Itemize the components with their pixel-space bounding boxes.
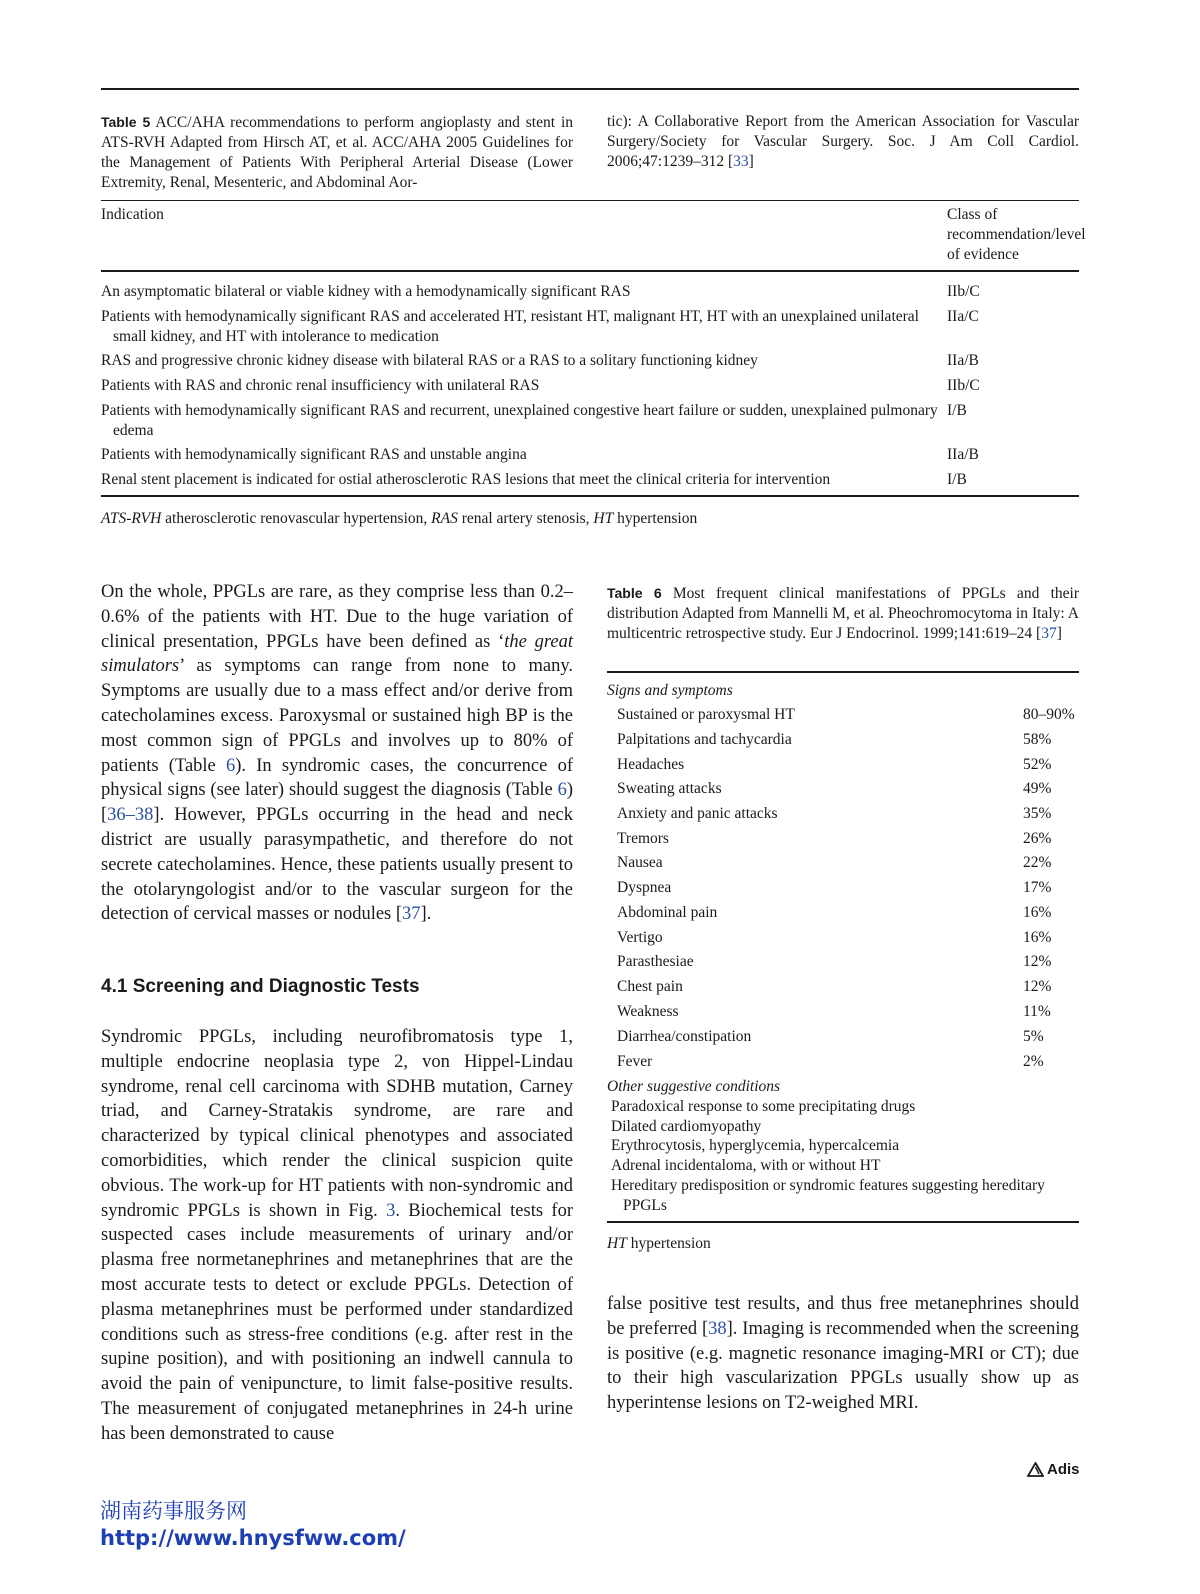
- symptom-pct: 35%: [1023, 805, 1052, 822]
- publisher-name: Adis: [1047, 1461, 1080, 1478]
- table5-col-indication: Indication: [101, 206, 164, 223]
- symptom-name: Sweating attacks: [617, 780, 722, 797]
- symptom-pct: 11%: [1023, 1003, 1051, 1020]
- symptom-name: Fever: [617, 1053, 653, 1070]
- table5-indication-cell: RAS and progressive chronic kidney disease with bilateral RAS or a RAS to a solitary functioning kidney: [101, 352, 758, 369]
- bracket: ]: [1056, 625, 1062, 642]
- table5-class-cell: IIa/B: [947, 352, 979, 369]
- symptom-name: Anxiety and panic attacks: [617, 805, 778, 822]
- symptom-name: Palpitations and tachycardia: [617, 731, 792, 748]
- symptom-pct: 17%: [1023, 879, 1052, 896]
- abbr: ATS-RVH: [101, 510, 162, 527]
- list-item: Erythrocytosis, hyperglycemia, hypercalcemia: [611, 1137, 900, 1154]
- symptom-name: Weakness: [617, 1003, 679, 1020]
- symptom-pct: 12%: [1023, 978, 1052, 995]
- table5-class-cell: IIa/B: [947, 446, 979, 463]
- section-heading: 4.1 Screening and Diagnostic Tests: [101, 976, 420, 997]
- text: On the whole, PPGLs are rare, as they comprise less than 0.2–0.6% of the patients with HT. Due to the huge variation of clinical presentation, PPGLs have been defined as ‘: [101, 582, 573, 652]
- table5-indication-cell: Renal stent placement is indicated for ostial atherosclerotic RAS lesions that meet the clinical criteria for intervention: [101, 471, 831, 488]
- table6-bottom-rule: [607, 1221, 1079, 1223]
- table6-section-signs: Signs and symptoms: [607, 682, 733, 699]
- list-item: Paradoxical response to some precipitating drugs: [611, 1098, 916, 1115]
- table6-caption-text: Most frequent clinical manifestations of PPGLs and their distribution Adapted from Mannelli M, et al. Pheochromocytoma in Italy: A multicentric retrospective study. Eur J Endocrinol. 1999;141:619–24 [: [607, 585, 1079, 642]
- symptom-pct: 22%: [1023, 854, 1052, 871]
- list-item: Adrenal incidentaloma, with or without HT: [611, 1157, 881, 1174]
- table-row: [617, 1052, 1079, 1072]
- table5-caption-cont: tic): A Collaborative Report from the American Association for Vascular Surgery/Society for Vascular Surgery. Soc. J Am Coll Cardiol. 2006;47:1239–312 [: [607, 113, 1079, 170]
- table5-class-cell: IIb/C: [947, 377, 980, 394]
- body-paragraph: [607, 1292, 1079, 1416]
- top-rule: [101, 88, 1079, 90]
- symptom-name: Vertigo: [617, 929, 663, 946]
- symptom-name: Nausea: [617, 854, 663, 871]
- table-row: [617, 1002, 1079, 1022]
- table-row: [617, 730, 1079, 750]
- symptom-name: Diarrhea/constipation: [617, 1028, 752, 1045]
- abbr-def: hypertension: [613, 510, 698, 527]
- table6-section-other: Other suggestive conditions: [607, 1078, 781, 1095]
- symptom-name: Headaches: [617, 756, 685, 773]
- table-row: [617, 928, 1079, 948]
- table5-footnote: [101, 509, 697, 529]
- symptom-pct: 16%: [1023, 904, 1052, 921]
- abbr: HT: [593, 510, 614, 527]
- table5-caption-left: [101, 112, 573, 193]
- table5-col-class: Class of recommendation/level of evidence: [947, 206, 1086, 263]
- text: ) [: [101, 780, 573, 826]
- symptom-pct: 49%: [1023, 780, 1052, 797]
- table5-indication-cell: Patients with hemodynamically significant RAS and accelerated HT, resistant HT, malignant HT, HT with an unexplained unilateral small kidney, and HT with intolerance to medication: [101, 308, 919, 345]
- table5-class-cell: I/B: [947, 402, 967, 419]
- watermark-site-name: 湖南药事服务网: [100, 1499, 247, 1523]
- table5-top-rule: [101, 200, 1079, 201]
- table5-caption-text: ACC/AHA recommendations to perform angioplasty and stent in ATS-RVH Adapted from Hirsch AT, et al. ACC/AHA 2005 Guidelines for the Management of Patients With Peripheral Arterial Disease (Lower Extremity, Renal, Mesenteric, and Abdominal Aor-: [101, 114, 573, 191]
- ref-link-33[interactable]: 33: [733, 153, 749, 170]
- symptom-name: Abdominal pain: [617, 904, 718, 921]
- table6-caption: [607, 583, 1079, 644]
- list-item: Dilated cardiomyopathy: [611, 1118, 762, 1135]
- table5-indication-cell: Patients with hemodynamically significant RAS and recurrent, unexplained congestive heart failure or sudden, unexplained pulmonary edema: [101, 402, 938, 439]
- watermark-url[interactable]: http://www.hnysfww.com/: [100, 1526, 406, 1550]
- table5-class-cell: I/B: [947, 471, 967, 488]
- symptom-pct: 52%: [1023, 756, 1052, 773]
- table-row: [617, 853, 1079, 873]
- table6-footnote: [607, 1234, 711, 1254]
- symptom-pct: 5%: [1023, 1028, 1044, 1045]
- symptom-pct: 58%: [1023, 731, 1052, 748]
- symptom-pct: 16%: [1023, 929, 1052, 946]
- ref-link-37[interactable]: 37: [1041, 625, 1057, 642]
- table-row: [617, 952, 1079, 972]
- emphasis: the great simulators: [101, 631, 573, 677]
- bracket: ]: [748, 153, 754, 170]
- text: false positive test results, and thus free metanephrines should be preferred [: [607, 1294, 1079, 1339]
- table5-header-rule: [101, 270, 1079, 272]
- abbr-def: hypertension: [626, 1235, 711, 1252]
- table-row: [617, 878, 1079, 898]
- body-paragraph: [101, 580, 573, 927]
- table-row: [617, 755, 1079, 775]
- table6-top-rule: [607, 671, 1079, 673]
- body-paragraph: [101, 1025, 573, 1447]
- table-ref-link[interactable]: 6: [557, 780, 567, 801]
- table-row: [617, 804, 1079, 824]
- symptom-pct: 26%: [1023, 830, 1052, 847]
- symptom-name: Dyspnea: [617, 879, 672, 896]
- abbr-def: renal artery stenosis,: [457, 510, 594, 527]
- table5-class-cell: IIb/C: [947, 283, 980, 300]
- text: ].: [420, 904, 432, 925]
- text: ’ as symptoms can range from none to many. Symptoms are usually due to a mass effect and/or derive from catecholamines excess. Paroxysmal or sustained high BP is the most common sign of PPGLs and involves up to 80% of patients (Table: [101, 656, 573, 776]
- table-row: [617, 903, 1079, 923]
- table5-caption-right: [607, 112, 1079, 172]
- abbr-def: atherosclerotic renovascular hypertension,: [161, 510, 432, 527]
- table-row: [617, 1027, 1079, 1047]
- table5-indication-cell: An asymptomatic bilateral or viable kidney with a hemodynamically significant RAS: [101, 283, 631, 300]
- table5-indication-cell: Patients with hemodynamically significant RAS and unstable angina: [101, 446, 527, 463]
- table5-indication-cell: Patients with RAS and chronic renal insufficiency with unilateral RAS: [101, 377, 540, 394]
- text: ]. However, PPGLs occurring in the head and neck district are usually parasympathetic, and therefore do not secrete catecholamines. Hence, these patients usually present to the otolaryngologist and/or to the vascular surgeon for the detection of cervical masses or nodules [: [101, 805, 573, 925]
- abbr: RAS: [431, 510, 458, 527]
- symptom-pct: 2%: [1023, 1053, 1044, 1070]
- text: . Biochemical tests for suspected cases include measurements of urinary and/or plasma free normetanephrines and metanephrines that are the most accurate tests to detect or exclude PPGLs. Detection of plasma metanephrines must be performed under standardized conditions such as stress-free conditions (e.g. after rest in the supine position), and with positioning an indwell cannula to avoid the pain of venipuncture, to limit false-positive results. The measurement of conjugated metanephrines in 24-h urine has been demonstrated to cause: [101, 1200, 573, 1444]
- table5-class-cell: IIa/C: [947, 308, 979, 325]
- ref-link[interactable]: 36–38: [107, 805, 154, 826]
- table5-label: Table 5: [101, 114, 151, 130]
- adis-triangle-icon: [1027, 1462, 1044, 1477]
- symptom-name: Parasthesiae: [617, 953, 694, 970]
- table-row: [617, 705, 1079, 725]
- symptom-name: Chest pain: [617, 978, 683, 995]
- publisher-logo: [1027, 1461, 1080, 1478]
- table5-bottom-rule: [101, 495, 1079, 497]
- symptom-name: Sustained or paroxysmal HT: [617, 706, 795, 723]
- table-row: [617, 779, 1079, 799]
- table-ref-link[interactable]: 6: [226, 755, 236, 776]
- ref-link[interactable]: 38: [708, 1318, 727, 1339]
- text: Syndromic PPGLs, including neurofibromatosis type 1, multiple endocrine neoplasia type 2, von Hippel-Lindau syndrome, renal cell carcinoma with SDHB mutation, Carney triad, and Carney-Stratakis syndrome, are rare and characterized by typical clinical phenotypes and associated comorbidities, which render the clinical suspicion quite obvious. The work-up for HT patients with non-syndromic and syndromic PPGLs is shown in Fig.: [101, 1027, 573, 1221]
- symptom-name: Tremors: [617, 830, 669, 847]
- table6-label: Table 6: [607, 585, 662, 601]
- text: ). In syndromic cases, the concurrence of physical signs (see later) should suggest the diagnosis (Table: [101, 755, 573, 801]
- table-row: [617, 977, 1079, 997]
- figure-ref-link[interactable]: 3: [386, 1200, 396, 1221]
- symptom-pct: 80–90%: [1023, 706, 1075, 723]
- list-item: Hereditary predisposition or syndromic features suggesting hereditary PPGLs: [611, 1177, 1045, 1214]
- symptom-pct: 12%: [1023, 953, 1052, 970]
- table-row: [617, 829, 1079, 849]
- abbr: HT: [607, 1235, 627, 1252]
- ref-link[interactable]: 37: [402, 904, 421, 925]
- text: ]. Imaging is recommended when the screening is positive (e.g. magnetic resonance imaging-MRI or CT); due to their high vascularization PPGLs usually show up as hyperintense lesions on T2-weighed MRI.: [607, 1318, 1079, 1414]
